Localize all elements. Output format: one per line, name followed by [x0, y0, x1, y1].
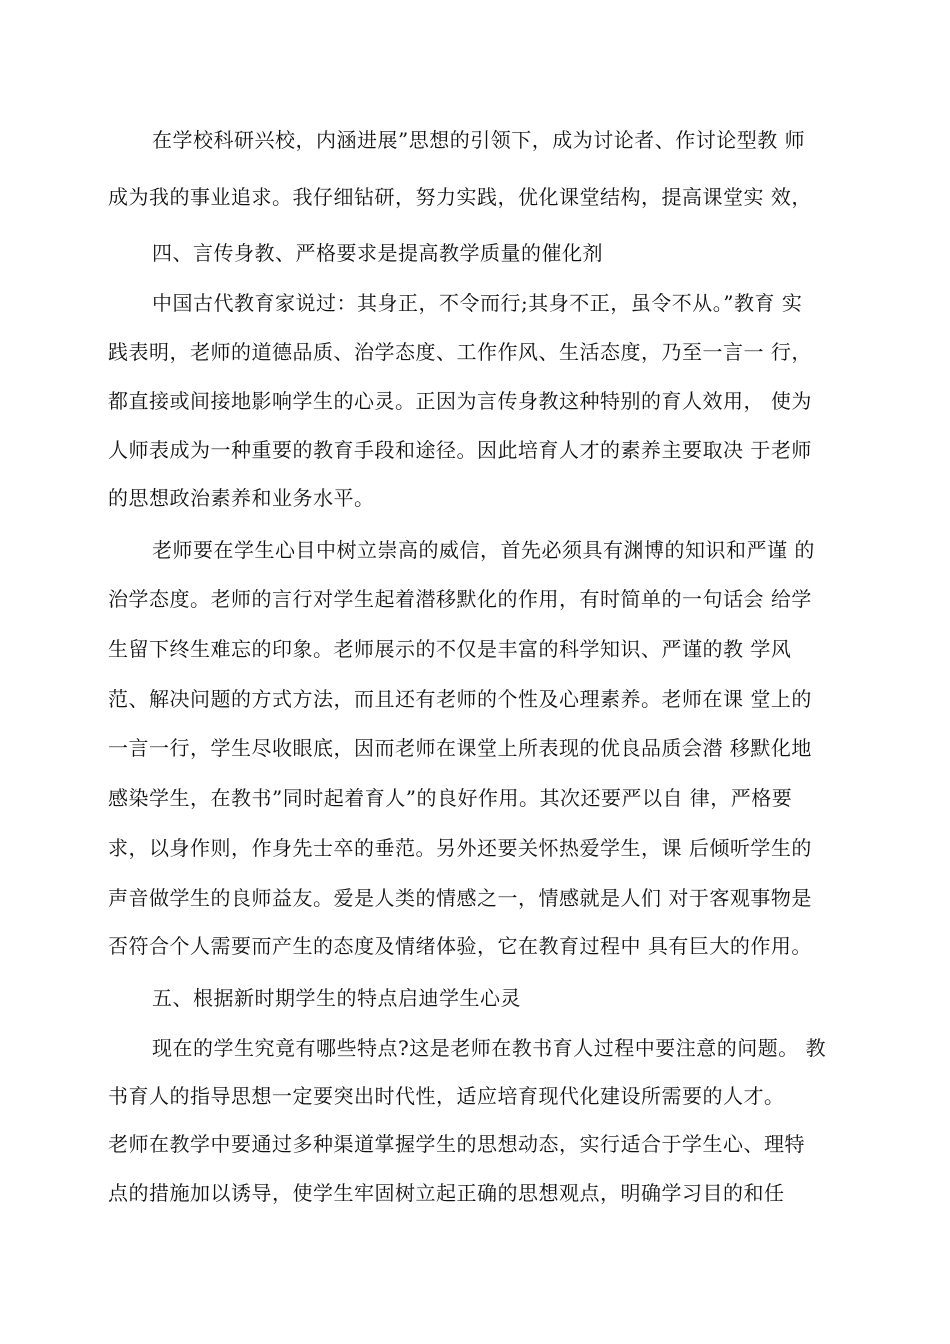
text-line: 的思想政治素养和业务水平。 — [108, 486, 375, 510]
text-line: 都直接或间接地影响学生的心灵。正因为言传身教这种特别的育人效用， 使为 — [108, 389, 812, 413]
section-heading: 四、言传身教、严格要求是提高教学质量的催化剂 — [152, 241, 603, 265]
text-line: 人师表成为一种重要的教育手段和途径。因此培育人才的素养主要取决 于老师 — [108, 438, 812, 462]
text-line: 感染学生，在教书”同时起着育人”的良好作用。其次还要严以自 律，严格要 — [108, 786, 793, 810]
text-line: 生留下终生难忘的印象。老师展示的不仅是丰富的科学知识、严谨的教 学风 — [108, 637, 792, 661]
text-line: 一言一行，学生尽收眼底，因而老师在课堂上所表现的优良品质会潜 移默化地 — [108, 736, 812, 760]
text-line: 点的措施加以诱导，使学生牢固树立起正确的思想观点，明确学习目的和任 — [108, 1181, 785, 1205]
text-line: 现在的学生究竟有哪些特点?这是老师在教书育人过程中要注意的问题。 教 — [152, 1036, 827, 1060]
text-line: 求，以身作则，作身先士卒的垂范。另外还要关怀热爱学生，课 后倾听学生的 — [108, 836, 812, 860]
text-line: 践表明，老师的道德品质、治学态度、工作作风、生活态度，乃至一言一 行， — [108, 340, 812, 364]
text-line: 治学态度。老师的言行对学生起着潜移默化的作用，有时简单的一句话会 给学 — [108, 587, 812, 611]
text-line: 否符合个人需要而产生的态度及情绪体验，它在教育过程中 具有巨大的作用。 — [108, 934, 812, 958]
text-line: 范、解决问题的方式方法，而且还有老师的个性及心理素养。老师在课 堂上的 — [108, 687, 812, 711]
text-line: 成为我的事业追求。我仔细钻研，努力实践，优化课堂结构，提高课堂实 效， — [108, 185, 812, 209]
text-line: 在学校科研兴校，内涵进展”思想的引领下，成为讨论者、作讨论型教 师 — [152, 128, 806, 152]
text-line: 书育人的指导思想一定要突出时代性，适应培育现代化建设所需要的人才。 — [108, 1084, 785, 1108]
text-line: 声音做学生的良师益友。爱是人类的情感之一，情感就是人们 对于客观事物是 — [108, 886, 812, 910]
section-heading: 五、根据新时期学生的特点启迪学生心灵 — [152, 986, 521, 1010]
text-line: 老师在教学中要通过多种渠道掌握学生的思想动态，实行适合于学生心、理特 — [108, 1132, 805, 1156]
text-line: 老师要在学生心目中树立崇高的威信，首先必须具有渊博的知识和严谨 的 — [152, 538, 815, 562]
text-line: 中国古代教育家说过：其身正，不令而行;其身不正，虽令不从。”教育 实 — [152, 291, 803, 315]
